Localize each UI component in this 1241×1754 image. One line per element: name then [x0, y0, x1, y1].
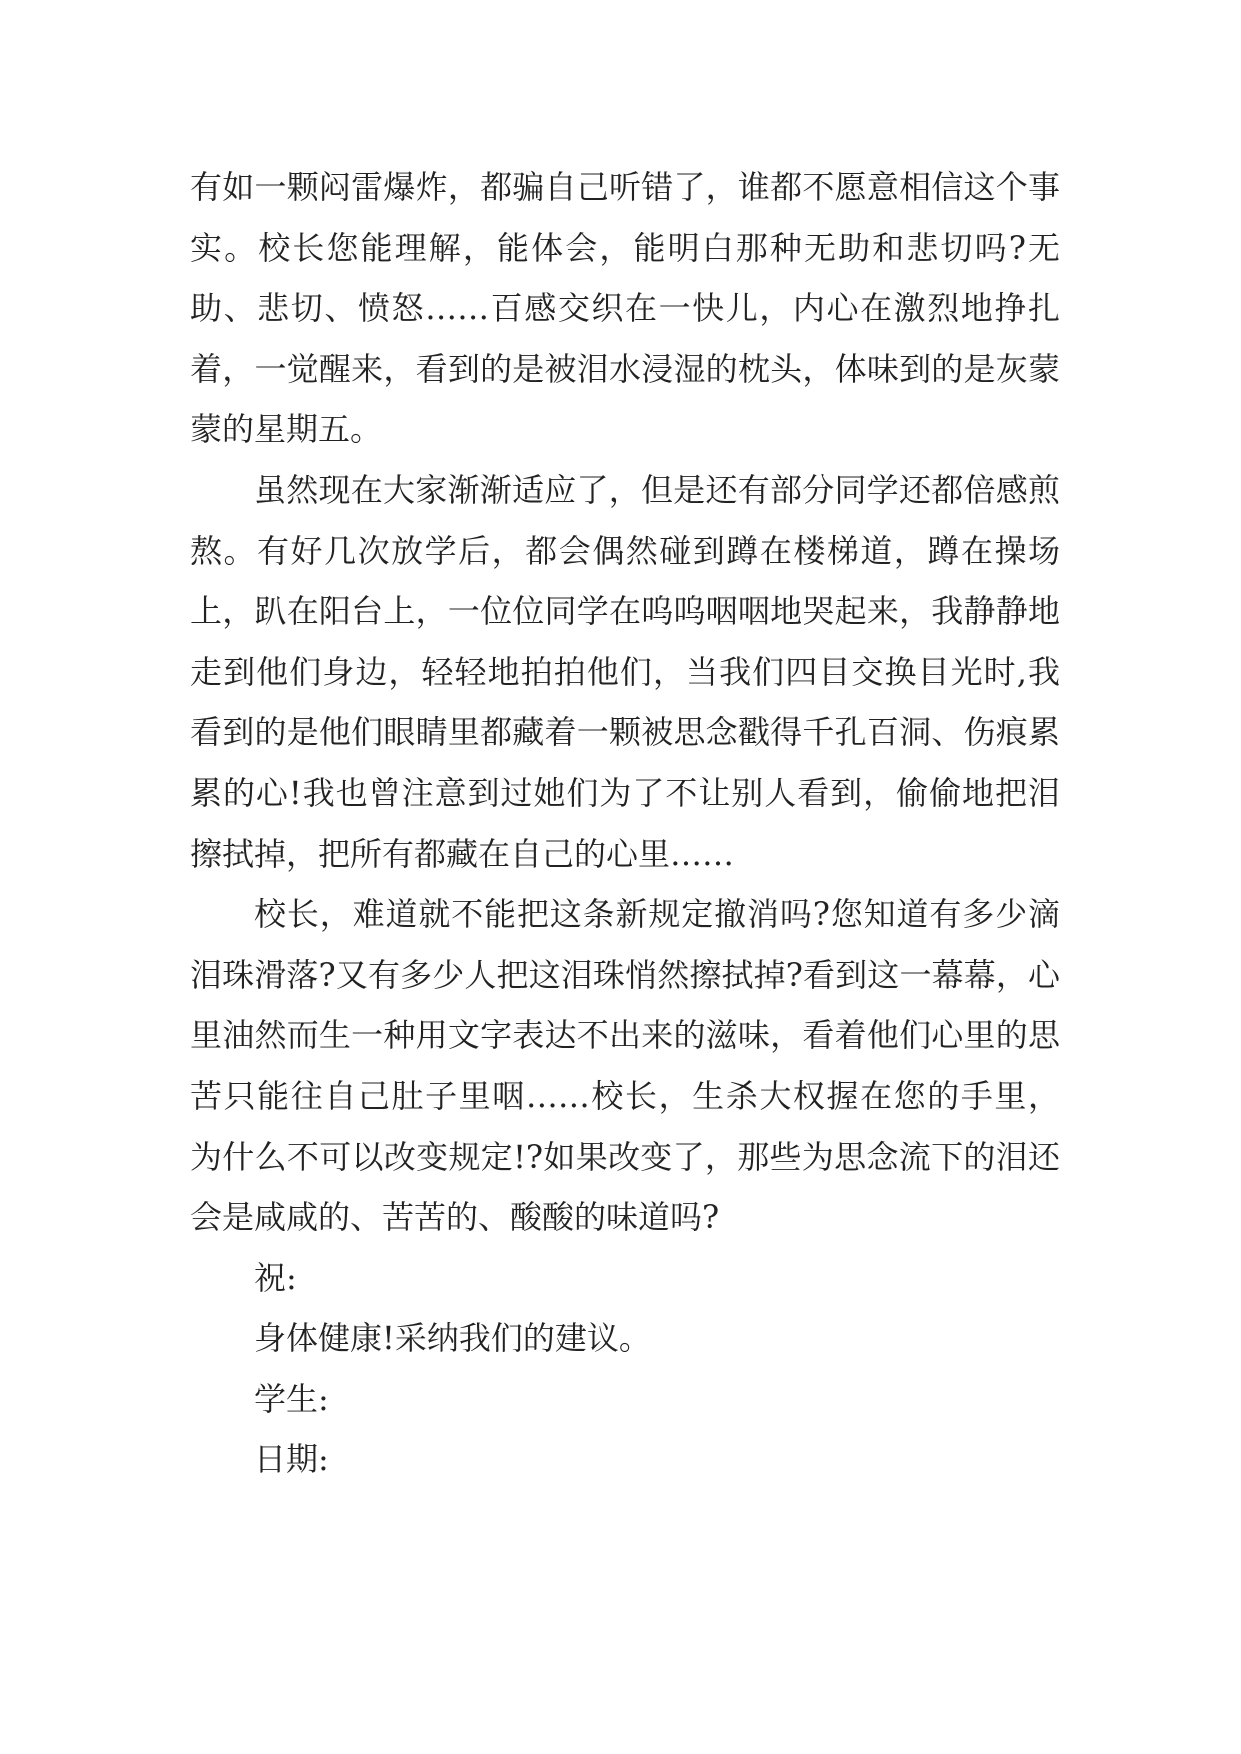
paragraph-3: 校长，难道就不能把这条新规定撤消吗?您知道有多少滴泪珠滑落?又有多少人把这泪珠悄然擦拭掉?看到这一幕幕，心里油然而生一种用文字表达不出来的滋味，看着他们心里的思苦只能往自己肚子里咽……校长，生杀大权握在您的手里， 为什么不可以改变规定!?如果改变了，那些为思念流下的泪还会是咸咸的、苦苦的、酸酸的味道吗? — [190, 895, 1060, 1237]
paragraph-1: 有如一颗闷雷爆炸，都骗自己听错了，谁都不愿意相信这个事实。校长您能理解，能体会，能明白那种无助和悲切吗?无助、悲切、愤怒……百感交织在一快儿，内心在激烈地挣扎着，一觉醒来，看到的是被泪水浸湿的枕头，体味到的是灰蒙蒙的星期五。 — [190, 168, 1060, 449]
student-signature-line: 学生: — [254, 1379, 329, 1418]
letter-body — [190, 157, 1060, 1490]
paragraph-2: 虽然现在大家渐渐适应了，但是还有部分同学还都倍感煎熬。有好几次放学后，都会偶然碰到蹲在楼梯道，蹲在操场上，趴在阳台上，一位位同学在呜呜咽咽地哭起来，我静静地走到他们身边，轻轻地拍拍他们，当我们四目交换目光时,我看到的是他们眼睛里都藏着一颗被思念戳得千孔百洞、伤痕累累的心!我也曾注意到过她们为了不让别人看到，偷偷地把泪擦拭掉，把所有都藏在自己的心里…… — [190, 470, 1060, 873]
date-line: 日期: — [254, 1440, 329, 1479]
salutation: 祝: — [254, 1258, 297, 1297]
closing-wish: 身体健康!采纳我们的建议。 — [254, 1319, 651, 1358]
